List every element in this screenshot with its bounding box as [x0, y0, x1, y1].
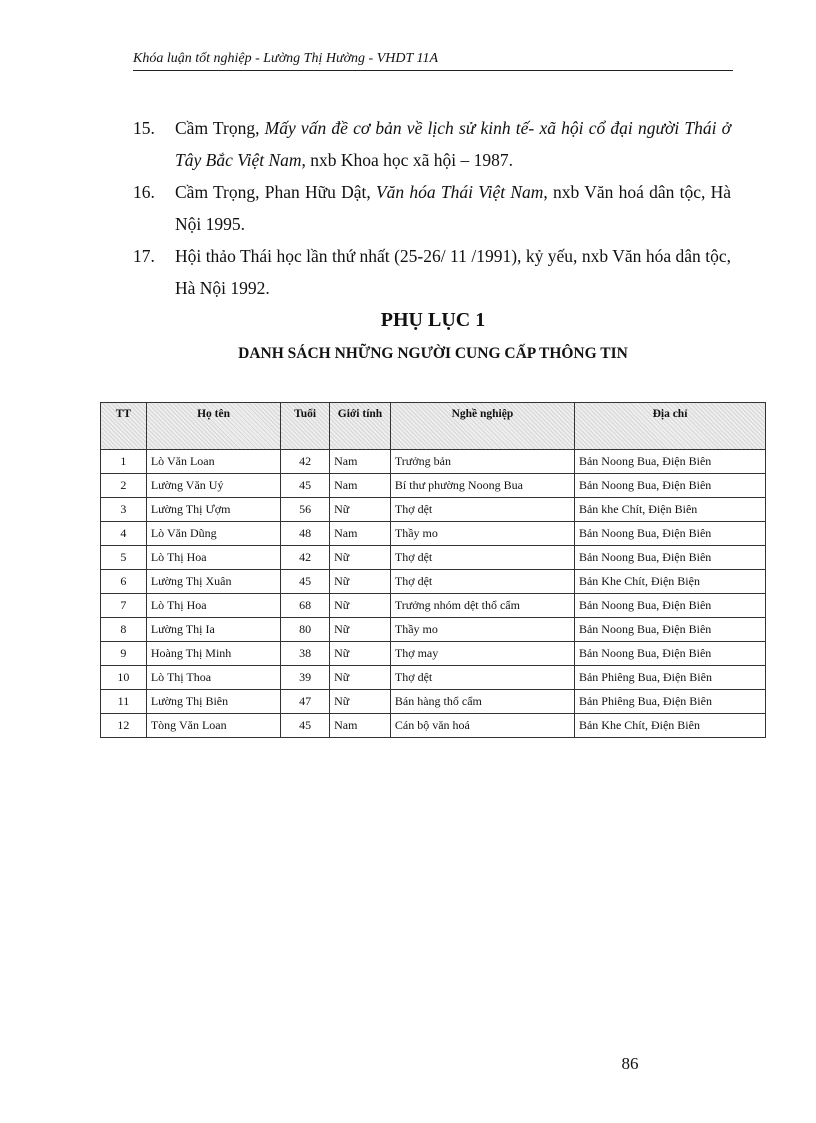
reference-author: Cầm Trọng,: [175, 118, 265, 138]
cell-address: Bản Noong Bua, Điện Biên: [574, 642, 765, 666]
cell-tt: 9: [101, 642, 147, 666]
table-row: [101, 450, 766, 474]
cell-tt: 11: [101, 690, 147, 714]
table-row: [101, 594, 766, 618]
table-row: [101, 522, 766, 546]
cell-tt: 7: [101, 594, 147, 618]
cell-age: 56: [281, 498, 330, 522]
cell-tt: 4: [101, 522, 147, 546]
cell-sex: Nữ: [330, 546, 391, 570]
cell-name: Tòng Văn Loan: [146, 714, 280, 738]
cell-name: Lò Thị Hoa: [146, 594, 280, 618]
table-header: [101, 403, 766, 450]
reference-author: Cầm Trọng, Phan Hữu Dật,: [175, 182, 376, 202]
cell-sex: Nữ: [330, 666, 391, 690]
cell-age: 80: [281, 618, 330, 642]
cell-sex: Nữ: [330, 618, 391, 642]
cell-sex: Nữ: [330, 690, 391, 714]
col-header-job: Nghề nghiệp: [390, 403, 574, 450]
col-header-tt: TT: [101, 403, 147, 450]
cell-sex: Nam: [330, 522, 391, 546]
cell-tt: 12: [101, 714, 147, 738]
reference-author: Hội thảo Thái học lần thứ nhất (25-26/ 11 /1991), kỷ yếu, nxb Văn hóa dân tộc, Hà Nội 1992.: [175, 246, 731, 298]
reference-item: [133, 176, 731, 240]
reference-list: [133, 112, 731, 304]
reference-number: 16.: [133, 182, 155, 202]
cell-age: 38: [281, 642, 330, 666]
cell-tt: 10: [101, 666, 147, 690]
cell-sex: Nam: [330, 450, 391, 474]
cell-sex: Nam: [330, 474, 391, 498]
reference-work-title: Mấy vấn đề cơ bản về lịch sử kinh tế- xã hội cổ đại người Thái ở Tây Bắc Việt Nam: [175, 118, 731, 170]
cell-age: 39: [281, 666, 330, 690]
table-header-row: [101, 403, 766, 450]
col-header-address: Địa chỉ: [574, 403, 765, 450]
cell-name: Lò Thị Hoa: [146, 546, 280, 570]
table-row: [101, 474, 766, 498]
cell-tt: 6: [101, 570, 147, 594]
cell-name: Lường Thị Biên: [146, 690, 280, 714]
cell-address: Bản Noong Bua, Điện Biên: [574, 450, 765, 474]
cell-address: Bản khe Chít, Điện Biên: [574, 498, 765, 522]
cell-tt: 2: [101, 474, 147, 498]
cell-tt: 3: [101, 498, 147, 522]
cell-name: Lường Thị Ia: [146, 618, 280, 642]
cell-tt: 1: [101, 450, 147, 474]
cell-sex: Nam: [330, 714, 391, 738]
cell-job: Thầy mo: [390, 618, 574, 642]
cell-address: Bản Noong Bua, Điện Biên: [574, 474, 765, 498]
table-row: [101, 690, 766, 714]
cell-job: Cán bộ văn hoá: [390, 714, 574, 738]
cell-job: Trưởng nhóm dệt thổ cẩm: [390, 594, 574, 618]
cell-address: Bản Phiêng Bua, Điện Biên: [574, 690, 765, 714]
cell-age: 42: [281, 546, 330, 570]
cell-address: Bản Noong Bua, Điện Biên: [574, 546, 765, 570]
col-header-name: Họ tên: [146, 403, 280, 450]
cell-age: 42: [281, 450, 330, 474]
cell-address: Bản Khe Chít, Điện Biện: [574, 570, 765, 594]
cell-name: Lường Thị Ượm: [146, 498, 280, 522]
cell-age: 47: [281, 690, 330, 714]
cell-name: Lò Thị Thoa: [146, 666, 280, 690]
cell-job: Thợ dệt: [390, 570, 574, 594]
reference-work-title: Văn hóa Thái Việt Nam: [375, 182, 544, 202]
col-header-sex: Giới tính: [330, 403, 391, 450]
table-row: [101, 570, 766, 594]
cell-job: Thầy mo: [390, 522, 574, 546]
cell-name: Lò Văn Dũng: [146, 522, 280, 546]
table-row: [101, 666, 766, 690]
table-row: [101, 546, 766, 570]
cell-age: 45: [281, 714, 330, 738]
cell-age: 48: [281, 522, 330, 546]
page-header: Khóa luận tốt nghiệp - Lường Thị Hường - VHDT 11A: [133, 50, 733, 71]
cell-address: Bản Phiêng Bua, Điện Biên: [574, 666, 765, 690]
cell-name: Lường Thị Xuân: [146, 570, 280, 594]
cell-age: 45: [281, 570, 330, 594]
table-row: [101, 498, 766, 522]
cell-job: Bí thư phường Noong Bua: [390, 474, 574, 498]
cell-tt: 5: [101, 546, 147, 570]
cell-job: Trưởng bản: [390, 450, 574, 474]
cell-name: Hoàng Thị Minh: [146, 642, 280, 666]
reference-item: [133, 240, 731, 304]
cell-sex: Nữ: [330, 594, 391, 618]
cell-name: Lường Văn Uý: [146, 474, 280, 498]
reference-number: 15.: [133, 118, 155, 138]
cell-address: Bản Noong Bua, Điện Biên: [574, 522, 765, 546]
cell-name: Lò Văn Loan: [146, 450, 280, 474]
table-row: [101, 618, 766, 642]
informants-table: [100, 402, 766, 738]
cell-address: Bản Khe Chít, Điện Biên: [574, 714, 765, 738]
reference-number: 17.: [133, 246, 155, 266]
cell-address: Bản Noong Bua, Điện Biên: [574, 618, 765, 642]
cell-address: Bản Noong Bua, Điện Biên: [574, 594, 765, 618]
cell-job: Thợ dệt: [390, 546, 574, 570]
cell-sex: Nữ: [330, 498, 391, 522]
cell-job: Bán hàng thổ cẩm: [390, 690, 574, 714]
cell-tt: 8: [101, 618, 147, 642]
cell-job: Thợ may: [390, 642, 574, 666]
cell-age: 45: [281, 474, 330, 498]
reference-details: , nxb Văn hoá dân tộc, Hà Nội 1995.: [175, 182, 731, 234]
reference-item: [133, 112, 731, 176]
table-row: [101, 714, 766, 738]
cell-job: Thợ dệt: [390, 498, 574, 522]
cell-sex: Nữ: [330, 570, 391, 594]
col-header-age: Tuổi: [281, 403, 330, 450]
table-row: [101, 642, 766, 666]
cell-job: Thợ dệt: [390, 666, 574, 690]
cell-age: 68: [281, 594, 330, 618]
appendix-subtitle: DANH SÁCH NHỮNG NGƯỜI CUNG CẤP THÔNG TIN: [238, 345, 628, 362]
page-number: 86: [621, 1054, 639, 1073]
table-body: [101, 450, 766, 738]
cell-sex: Nữ: [330, 642, 391, 666]
appendix-title: PHỤ LỤC 1: [380, 309, 486, 331]
reference-details: , nxb Khoa học xã hội – 1987.: [301, 150, 513, 170]
